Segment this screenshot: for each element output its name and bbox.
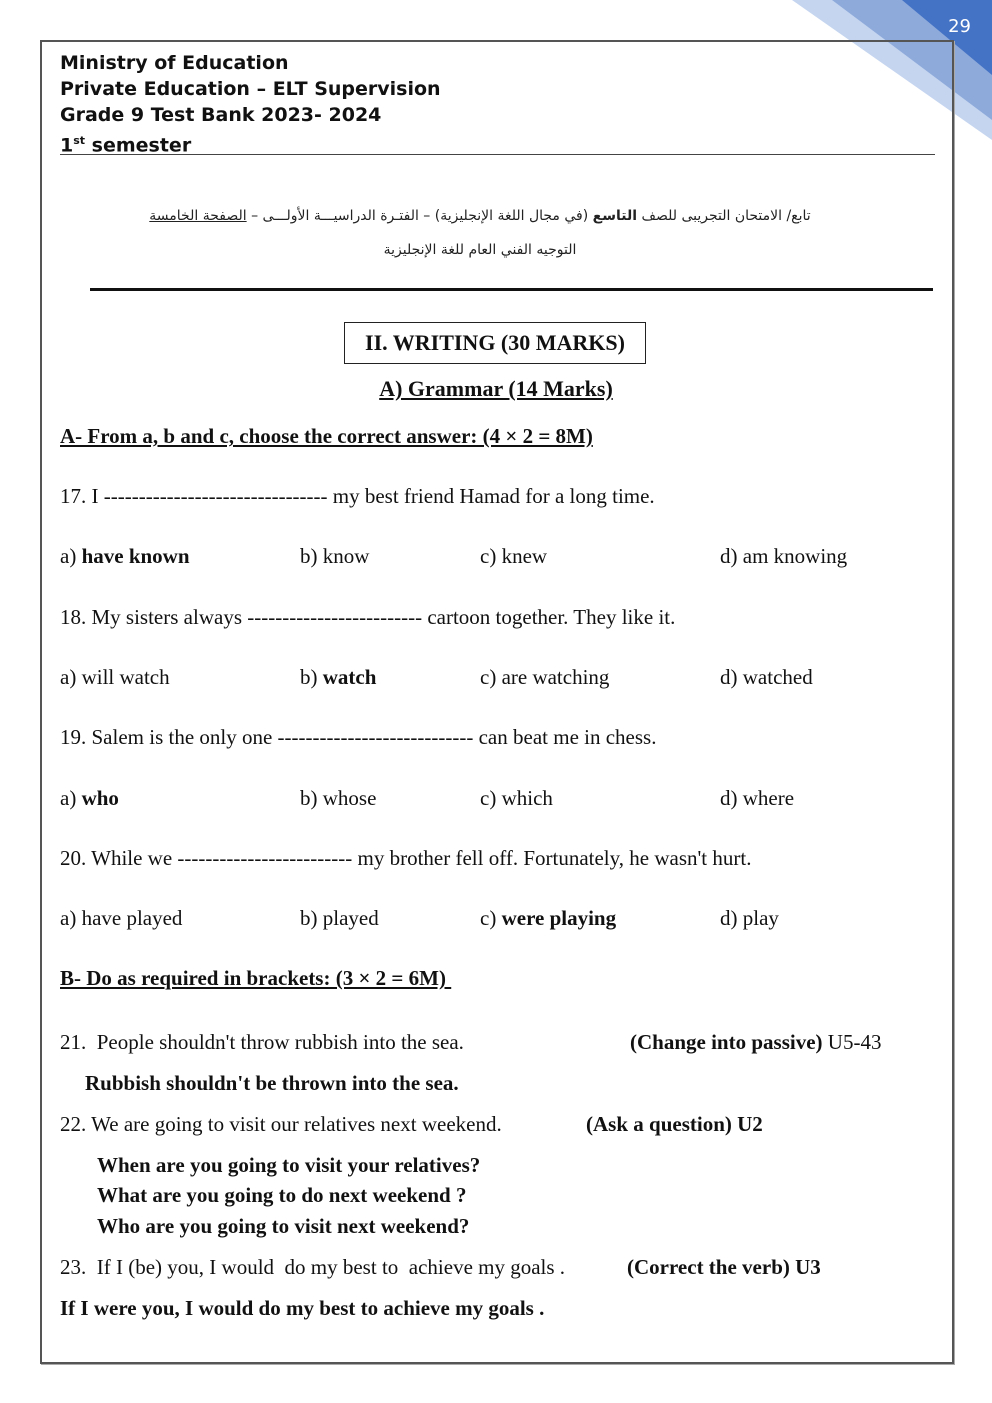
question-21: 21. People shouldn't throw rubbish into the sea. (60, 1030, 464, 1054)
q22-answer-2: What are you going to do next weekend ? (97, 1183, 467, 1207)
question-17: 17. I -------------------------------- my best friend Hamad for a long time. (60, 484, 655, 508)
section-divider (90, 288, 933, 291)
q23-answer: If I were you, I would do my best to achieve my goals . (60, 1296, 545, 1320)
option-d: d) watched (720, 665, 813, 689)
option-c: c) were playing (480, 906, 617, 930)
q22-instruction: (Ask a question) U2 (586, 1112, 763, 1136)
option-a: a) have known (60, 544, 190, 568)
option-b: b) watch (300, 665, 377, 689)
header-semester: 1st semester (60, 134, 192, 157)
option-b: b) know (300, 544, 370, 568)
question-20: 20. While we ------------------------- my brother fell off. Fortunately, he wasn't hurt. (60, 846, 752, 870)
question-19: 19. Salem is the only one ---------------------------- can beat me in chess. (60, 725, 657, 749)
page-number: 29 (948, 16, 971, 37)
option-a: a) who (60, 786, 119, 810)
part-a-instruction: A- From a, b and c, choose the correct answer: (4 × 2 = 8M) (60, 424, 593, 448)
header-ministry: Ministry of Education (60, 52, 289, 74)
q22-answer-3: Who are you going to visit next weekend? (97, 1214, 470, 1238)
part-b-instruction: B- Do as required in brackets: (3 × 2 = 6M) (60, 966, 452, 990)
option-b: b) played (300, 906, 379, 930)
option-a: a) will watch (60, 665, 170, 689)
option-c: c) are watching (480, 665, 610, 689)
header-divider (60, 154, 935, 155)
q22-answer-1: When are you going to visit your relatives? (97, 1153, 481, 1177)
answer-label: who (81, 786, 119, 810)
subsection-title: A) Grammar (14 Marks) (379, 376, 613, 401)
option-a: a) have played (60, 906, 183, 930)
option-b: b) whose (300, 786, 377, 810)
question-22: 22. We are going to visit our relatives next weekend. (60, 1112, 502, 1136)
q21-instruction: (Change into passive) U5-43 (630, 1030, 882, 1054)
document-header (60, 50, 441, 158)
option-d: d) where (720, 786, 795, 810)
answer-label: were playing (501, 906, 617, 930)
option-d: d) am knowing (720, 544, 848, 568)
option-c: c) which (480, 786, 553, 810)
question-23: 23. If I (be) you, I would do my best to achieve my goals . (60, 1255, 566, 1279)
option-d: d) play (720, 906, 779, 930)
arabic-supervision: التوجيه الفني العام للغة الإنجليزية (383, 242, 577, 258)
header-department: Private Education – ELT Supervision (60, 78, 441, 100)
q23-instruction: (Correct the verb) U3 (627, 1255, 821, 1279)
question-18: 18. My sisters always ------------------------- cartoon together. They like it. (60, 605, 676, 629)
q21-answer: Rubbish shouldn't be thrown into the sea. (85, 1071, 459, 1095)
header-test-bank: Grade 9 Test Bank 2023- 2024 (60, 104, 382, 126)
section-title: II. WRITING (30 MARKS) (344, 322, 646, 364)
arabic-exam-title: تابع/ الامتحان التجريبى للصف التاسع (في مجال اللغة الإنجليزية) – الفتـرة الدراسيـــة الأولـــى – الصفحة الخامسة (149, 208, 811, 224)
option-c: c) knew (480, 544, 548, 568)
answer-label: watch (322, 665, 377, 689)
answer-label: have known (81, 544, 190, 568)
